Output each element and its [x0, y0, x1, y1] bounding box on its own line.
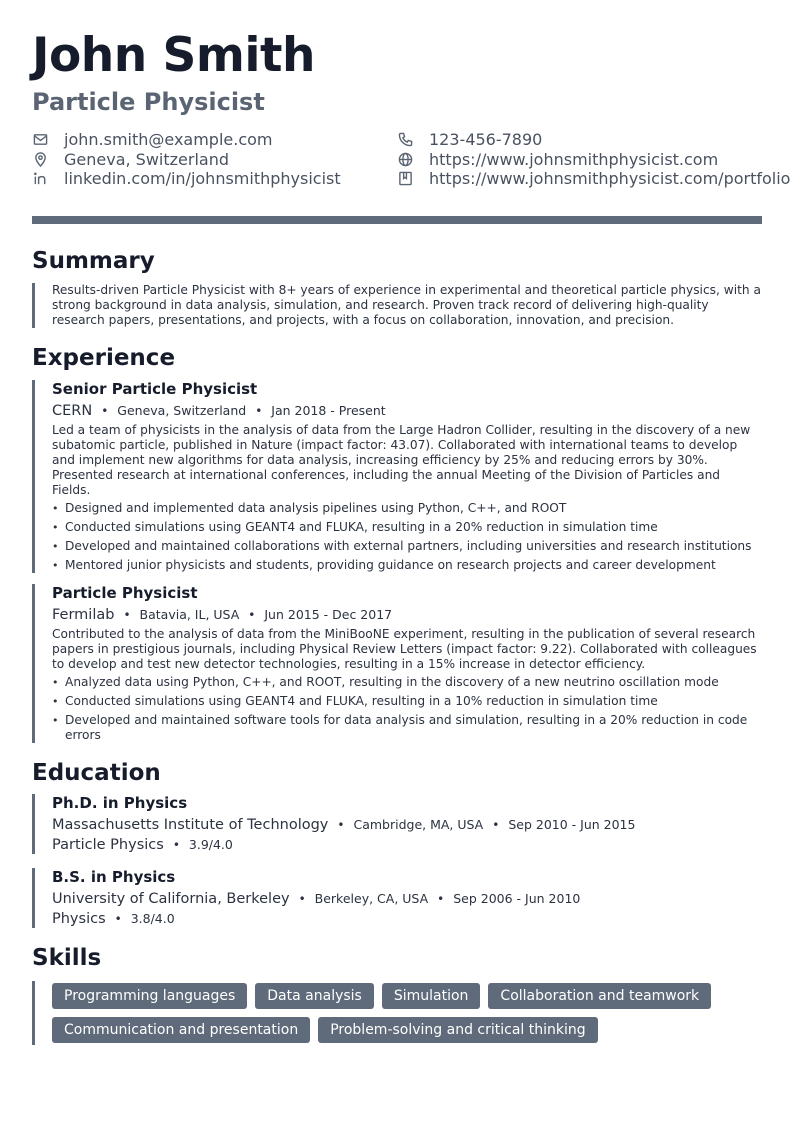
separator-dot: • [101, 403, 109, 418]
field-of-study: Physics [52, 911, 106, 928]
education-field-line [52, 910, 762, 928]
location-pin-icon [32, 152, 48, 168]
job-bullets [52, 675, 762, 743]
skills-block [32, 981, 762, 1045]
skill-chip: Data analysis [255, 983, 374, 1009]
resume-page [32, 28, 791, 1045]
candidate-role: Particle Physicist [32, 87, 265, 116]
list-item: • Analyzed data using Python, C++, and ROOT, resulting in the discovery of a new neutrino oscillation mode [52, 675, 762, 690]
skill-chip: Problem-solving and critical thinking [318, 1017, 597, 1043]
separator-dot: • [172, 838, 180, 853]
degree-title: Ph.D. in Physics [52, 794, 188, 813]
job-description: Led a team of physicists in the analysis of data from the Large Hadron Collider, resulting in the discovery of a new subatomic particle, published in Nature (impact factor: 43.07). Collaborated with international teams to develop and implement new algorithms for data analysis, increasing efficiency by 25% and reducing errors by 30%. Presented research at international conferences, including the annual Meeting of the Division of Particles and Fields. [52, 422, 751, 497]
globe-icon [397, 152, 413, 168]
summary-heading: Summary [32, 248, 155, 275]
phone-icon [397, 132, 413, 148]
list-item: • Conducted simulations using GEANT4 and FLUKA, resulting in a 10% reduction in simulation time [52, 694, 762, 709]
skill-chip: Simulation [382, 983, 481, 1009]
job-dates: Jan 2018 - Present [271, 402, 386, 418]
portfolio-text: https://www.johnsmithphysicist.com/portfolio [429, 169, 791, 189]
header-divider [32, 216, 762, 224]
skill-chip: Programming languages [52, 983, 247, 1009]
skills-heading: Skills [32, 945, 102, 972]
education-meta [52, 890, 762, 908]
separator-dot: • [337, 818, 345, 833]
list-item: • Conducted simulations using GEANT4 and FLUKA, resulting in a 20% reduction in simulation time [52, 520, 762, 535]
separator-dot: • [123, 607, 131, 622]
summary-block [32, 283, 762, 328]
contact-info [32, 130, 791, 190]
education-field-line [52, 836, 762, 854]
list-item: • Developed and maintained software tools for data analysis and simulation, resulting in a 20% reduction in code errors [52, 713, 762, 743]
school-location: Berkeley, CA, USA [314, 891, 429, 907]
job-entry [32, 584, 762, 743]
separator-dot: • [437, 892, 445, 907]
email-text: john.smith@example.com [64, 130, 273, 150]
linkedin-icon [32, 171, 48, 187]
contact-portfolio[interactable] [397, 169, 790, 188]
contact-email[interactable] [32, 130, 273, 149]
job-title: Senior Particle Physicist [52, 379, 258, 398]
list-item: • Designed and implemented data analysis pipelines using Python, C++, and ROOT [52, 501, 762, 516]
linkedin-text: linkedin.com/in/johnsmithphysicist [64, 169, 341, 189]
gpa: 3.8/4.0 [130, 911, 175, 927]
school-name: Massachusetts Institute of Technology [52, 817, 329, 834]
education-entry [32, 794, 762, 854]
mail-icon [32, 132, 48, 148]
contact-phone[interactable] [397, 130, 542, 149]
job-location: Geneva, Switzerland [117, 402, 247, 418]
separator-dot: • [492, 818, 500, 833]
gpa: 3.9/4.0 [188, 837, 233, 853]
experience-heading: Experience [32, 345, 176, 372]
job-bullets [52, 501, 762, 573]
education-dates: Sep 2006 - Jun 2010 [453, 891, 581, 907]
job-entry [32, 380, 762, 573]
education-dates: Sep 2010 - Jun 2015 [508, 817, 636, 833]
education-heading: Education [32, 759, 161, 786]
school-name: University of California, Berkeley [52, 891, 290, 908]
candidate-name: John Smith [32, 28, 315, 83]
degree-title: B.S. in Physics [52, 868, 176, 887]
list-item: • Mentored junior physicists and students, providing guidance on research projects and career development [52, 558, 762, 573]
contact-website[interactable] [397, 150, 718, 169]
job-dates: Jun 2015 - Dec 2017 [264, 606, 393, 622]
skills-list [52, 983, 762, 1043]
field-of-study: Particle Physics [52, 837, 164, 854]
skill-chip: Collaboration and teamwork [488, 983, 711, 1009]
job-meta [52, 606, 762, 624]
list-item: • Developed and maintained collaborations with external partners, including universities and research institutions [52, 539, 762, 554]
bookmark-icon [397, 171, 413, 187]
job-meta [52, 402, 762, 420]
phone-text: 123-456-7890 [429, 130, 543, 150]
education-meta [52, 816, 762, 834]
job-description: Contributed to the analysis of data from the MiniBooNE experiment, resulting in the publication of several research papers in prestigious journals, including Physical Review Letters (impact factor: 9.22). Collaborated with colleagues to develop and test new detector technologies, resulting in a 15% increase in detector efficiency. [52, 626, 757, 671]
school-location: Cambridge, MA, USA [353, 817, 484, 833]
contact-linkedin[interactable] [32, 169, 341, 188]
separator-dot: • [114, 912, 122, 927]
job-company: Fermilab [52, 606, 115, 623]
separator-dot: • [255, 403, 263, 418]
separator-dot: • [298, 892, 306, 907]
job-location: Batavia, IL, USA [139, 606, 240, 622]
job-title: Particle Physicist [52, 583, 198, 602]
contact-location [32, 150, 229, 169]
separator-dot: • [248, 607, 256, 622]
summary-text: Results-driven Particle Physicist with 8+ years of experience in experimental and theoretical particle physics, with a strong background in data analysis, simulation, and research. Proven track record of delivering high-quality research papers, presentations, and projects, with a focus on collaboration, innovation, and precision. [52, 283, 761, 328]
website-text: https://www.johnsmithphysicist.com [429, 150, 719, 170]
skill-chip: Communication and presentation [52, 1017, 310, 1043]
location-text: Geneva, Switzerland [64, 150, 229, 170]
education-entry [32, 868, 762, 928]
job-company: CERN [52, 402, 93, 419]
